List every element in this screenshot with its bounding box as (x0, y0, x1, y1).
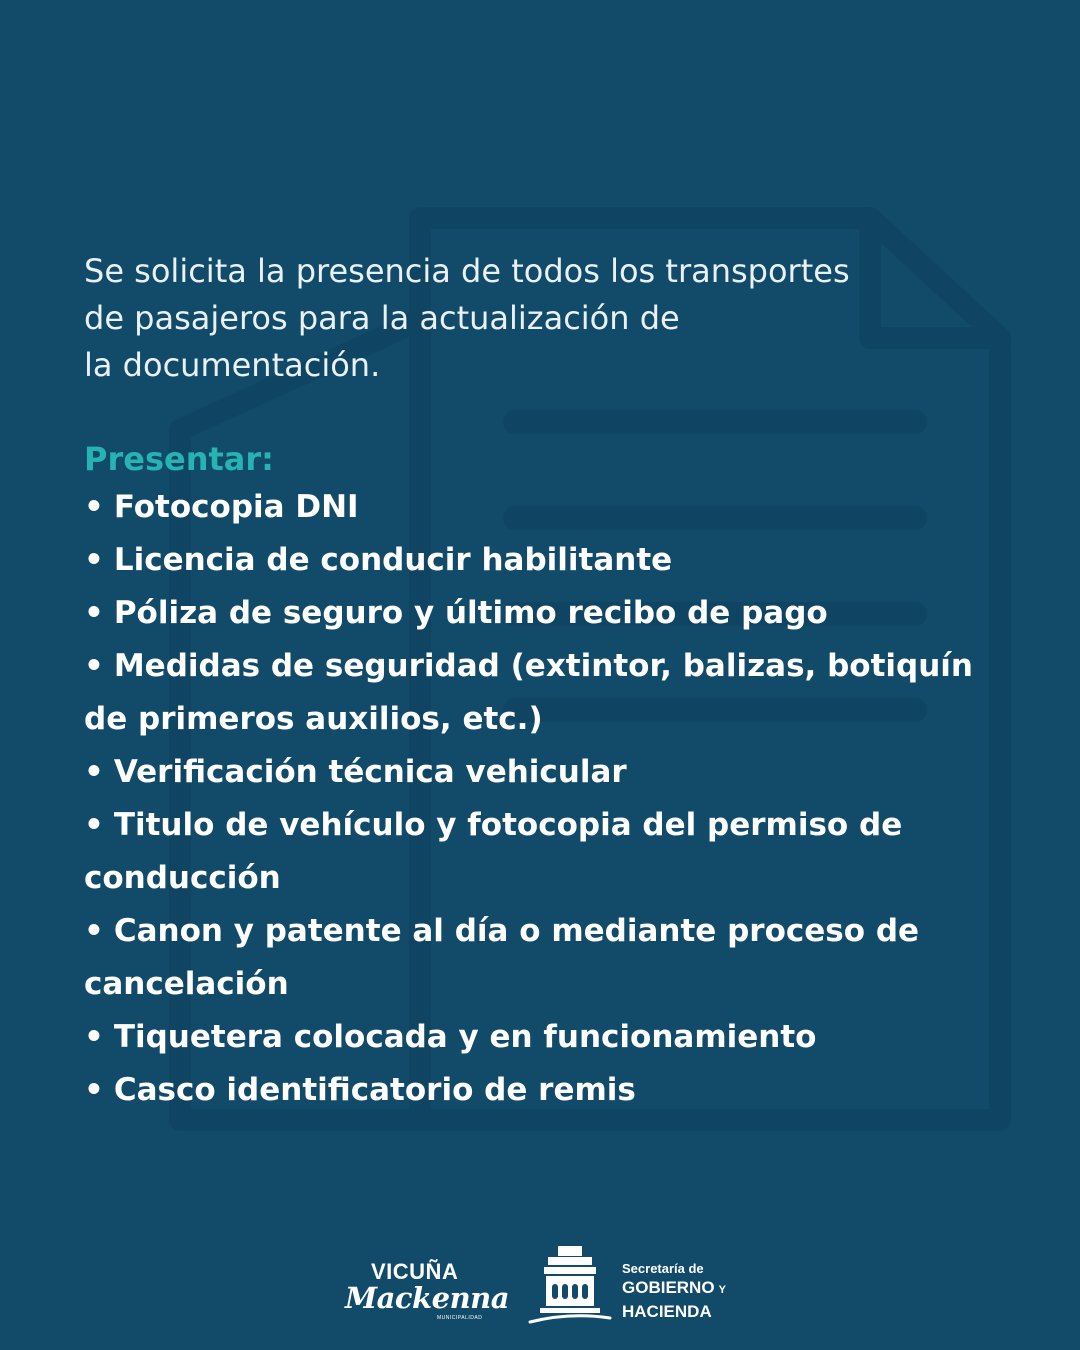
intro-line: de pasajeros para la actualización de (84, 299, 680, 337)
intro-text (84, 248, 1014, 389)
list-item-text: Casco identificatorio de remis (113, 1072, 636, 1108)
list-item-text: Tiquetera colocada y en funcionamiento (113, 1019, 817, 1055)
list-item (84, 640, 1014, 693)
list-item-text: Licencia de conducir habilitante (113, 542, 673, 578)
list-item (84, 1064, 1014, 1117)
presentar-heading: Presentar: (84, 440, 274, 478)
intro-line: la documentación. (84, 346, 381, 384)
list-item (84, 799, 1014, 852)
list-item-text: Titulo de vehículo y fotocopia del permiso de (113, 807, 903, 843)
bullet: • (84, 595, 104, 631)
secretariat-label (622, 1261, 726, 1322)
secretariat-line (622, 1277, 726, 1301)
list-item-text: Medidas de seguridad (extintor, balizas, botiquín (113, 648, 973, 684)
secretariat-line: HACIENDA (622, 1302, 712, 1321)
logo-line-municipalidad: MUNICIPALIDAD (437, 1315, 483, 1321)
list-item-text: Verificación técnica vehicular (113, 754, 627, 790)
list-item (84, 1011, 1014, 1064)
bullet: • (84, 1072, 104, 1108)
list-item-text: Póliza de seguro y último recibo de pago (113, 595, 828, 631)
list-item-text: cancelación (84, 966, 289, 1002)
main-content (84, 248, 1014, 1117)
list-item (84, 746, 1014, 799)
secretariat-line: Secretaría de (622, 1261, 704, 1276)
bullet: • (84, 807, 104, 843)
footer (0, 1240, 1080, 1330)
list-item-text: Canon y patente al día o mediante proceso de (113, 913, 920, 949)
secretariat-conjunction: Y (718, 1284, 726, 1296)
logo-line-mackenna: Mackenna (345, 1281, 510, 1315)
list-item (84, 587, 1014, 640)
requirements-list (84, 481, 1014, 1117)
bullet: • (84, 542, 104, 578)
list-item (84, 481, 1014, 534)
building-icon (528, 1244, 612, 1324)
bullet: • (84, 754, 104, 790)
list-item-continuation (84, 693, 1014, 746)
list-item (84, 905, 1014, 958)
list-item-continuation (84, 852, 1014, 905)
bullet: • (84, 1019, 104, 1055)
bullet: • (84, 913, 104, 949)
list-item-text: Fotocopia DNI (113, 489, 359, 525)
list-item (84, 534, 1014, 587)
secretariat-gobierno: GOBIERNO (622, 1278, 715, 1297)
list-item-continuation (84, 958, 1014, 1011)
list-item-text: conducción (84, 860, 281, 896)
logo-line-vicuna: VICUÑA (371, 1259, 459, 1284)
municipality-logo (345, 1255, 510, 1327)
list-item-text: de primeros auxilios, etc.) (84, 701, 543, 737)
intro-line: Se solicita la presencia de todos los transportes (84, 252, 850, 290)
bullet: • (84, 489, 104, 525)
bullet: • (84, 648, 104, 684)
